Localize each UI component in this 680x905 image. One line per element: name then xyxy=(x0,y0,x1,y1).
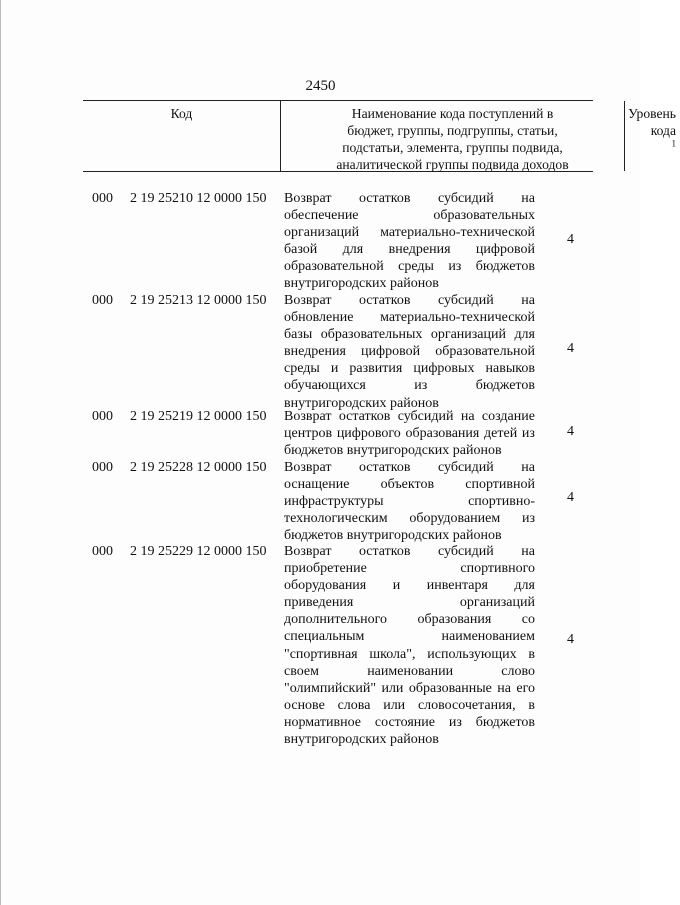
name-word: Возврат xyxy=(284,460,332,475)
name-line xyxy=(284,663,535,680)
name-word: цифровой xyxy=(475,242,535,258)
name-word: цифрового xyxy=(336,426,401,442)
name-word: спортивно- xyxy=(468,494,535,510)
name-word: Возврат xyxy=(284,293,332,308)
name-word: организаций xyxy=(459,595,535,611)
name-word: или xyxy=(381,680,404,696)
admin-code: 000 xyxy=(92,409,113,424)
name-line xyxy=(284,543,535,560)
header-name-line: аналитической группы подвида доходов xyxy=(336,157,569,172)
name-line xyxy=(284,646,535,663)
name-word: на xyxy=(521,293,535,308)
name-word: наименовании xyxy=(367,663,454,679)
name-word: наименованием xyxy=(441,629,535,645)
name-line xyxy=(284,527,535,544)
admin-code: 000 xyxy=(92,293,113,308)
name-word: базы xyxy=(284,327,313,343)
budget-code: 2 19 25210 12 0000 150 xyxy=(130,191,267,206)
name-word: со xyxy=(521,612,535,628)
header-level-line-2 xyxy=(625,122,676,156)
admin-code: 000 xyxy=(92,460,113,475)
name-word: детей xyxy=(484,426,518,442)
level-value: 4 xyxy=(567,490,574,505)
name-word: инфраструктуры xyxy=(284,494,384,510)
name-line xyxy=(284,510,535,527)
name-word: спортивного xyxy=(460,561,535,577)
name-line xyxy=(284,377,535,394)
header-code xyxy=(83,101,280,171)
name-word: Возврат xyxy=(284,409,332,424)
name-word: остатков xyxy=(358,293,411,308)
name-word: внедрения xyxy=(284,344,346,360)
name-word: для xyxy=(342,242,364,258)
name-line xyxy=(284,425,535,442)
name-word: на xyxy=(497,680,511,696)
name-word: субсидий xyxy=(397,409,454,424)
name-line xyxy=(284,207,535,224)
name-word: обновление xyxy=(284,310,354,326)
name-word: и xyxy=(392,578,401,594)
name-word: субсидий xyxy=(437,191,494,206)
name-word: для xyxy=(514,578,535,594)
header-level xyxy=(625,101,680,171)
name-word: материально-технической xyxy=(380,310,535,326)
name-word: состояние xyxy=(374,714,435,730)
name-word: оборудованием xyxy=(409,511,501,527)
code-name xyxy=(284,292,535,412)
name-word: базой xyxy=(284,242,318,258)
name-word: остатков xyxy=(338,409,391,424)
name-word: из xyxy=(448,259,462,275)
name-line xyxy=(284,476,535,493)
header-name-line: Наименование кода поступлений в xyxy=(351,106,554,121)
name-word: из xyxy=(521,426,535,442)
name-word: Возврат xyxy=(284,191,332,206)
name-line xyxy=(284,680,535,697)
name-line xyxy=(284,493,535,510)
header-level-line: Уровень xyxy=(628,106,676,121)
name-word: бюджетов xyxy=(475,378,535,394)
name-line xyxy=(284,292,535,309)
name-word: создание xyxy=(481,409,535,424)
name-word: словосочетания, xyxy=(417,697,516,713)
budget-code: 2 19 25228 12 0000 150 xyxy=(130,460,267,475)
name-word: бюджетов xyxy=(475,259,535,275)
admin-code: 000 xyxy=(92,191,113,206)
name-word: цифровых xyxy=(413,361,475,377)
name-word: центров xyxy=(284,426,333,442)
name-word: навыков xyxy=(485,361,535,377)
name-line xyxy=(284,577,535,594)
header-name-line: подстатьи, элемента, группы подвида, xyxy=(342,140,563,155)
name-line xyxy=(284,190,535,207)
name-word: оснащение xyxy=(284,477,350,493)
name-word: субсидий xyxy=(437,544,494,559)
name-line xyxy=(284,611,535,628)
name-word: школа", xyxy=(369,646,416,662)
admin-code: 000 xyxy=(92,544,113,559)
name-line xyxy=(284,459,535,476)
name-word: дополнительного xyxy=(284,612,387,628)
name-word: обеспечение xyxy=(284,208,359,224)
header-code-label: Код xyxy=(170,106,193,121)
name-word: слово xyxy=(501,663,535,679)
name-word: остатков xyxy=(358,460,411,475)
name-word: объектов xyxy=(380,477,435,493)
name-word: материально-технической xyxy=(380,225,535,241)
name-line xyxy=(284,731,535,748)
name-word: в xyxy=(528,646,535,662)
budget-code: 2 19 25213 12 0000 150 xyxy=(130,293,267,308)
name-word: на xyxy=(521,191,535,206)
code-name xyxy=(284,408,535,459)
name-word: субсидий xyxy=(437,293,494,308)
name-line xyxy=(284,275,535,292)
code-name xyxy=(284,190,535,293)
name-word: среды xyxy=(284,361,320,377)
name-word: оборудования xyxy=(284,578,367,594)
name-word: приобретение xyxy=(284,561,367,577)
name-word: организаций xyxy=(284,225,360,241)
name-word: или xyxy=(383,697,406,713)
budget-code: 2 19 25229 12 0000 150 xyxy=(130,544,267,559)
name-word: остатков xyxy=(358,191,411,206)
name-word: субсидий xyxy=(437,460,494,475)
name-word: инвентаря xyxy=(426,578,488,594)
name-text: бюджетов внутригородских районов xyxy=(284,443,502,459)
level-value: 4 xyxy=(567,232,574,247)
name-line xyxy=(284,714,535,731)
name-text: внутригородских районов xyxy=(284,276,439,292)
name-word: из xyxy=(448,714,462,730)
name-word: образовательных xyxy=(433,208,535,224)
name-word: образования xyxy=(405,426,480,442)
name-word: технологическим xyxy=(284,511,388,527)
level-value: 4 xyxy=(567,424,574,439)
name-text: внутригородских районов xyxy=(284,395,439,411)
name-line xyxy=(284,594,535,611)
name-word: основе xyxy=(284,697,325,713)
name-word: на xyxy=(521,460,535,475)
name-word: образованные xyxy=(408,680,492,696)
code-name xyxy=(284,459,535,544)
name-text: бюджетов внутригородских районов xyxy=(284,528,502,544)
name-line xyxy=(284,442,535,459)
name-word: из xyxy=(414,378,428,394)
name-line xyxy=(284,326,535,343)
name-line xyxy=(284,360,535,377)
name-word: из xyxy=(521,511,535,527)
table-header xyxy=(83,100,676,172)
footnote-marker: 1 xyxy=(671,138,676,149)
name-word: цифровой xyxy=(361,344,421,360)
name-line xyxy=(284,697,535,714)
budget-code: 2 19 25219 12 0000 150 xyxy=(130,409,267,424)
name-word: в xyxy=(528,697,535,713)
name-word: образовательной xyxy=(284,259,384,275)
name-word: бюджетов xyxy=(475,714,535,730)
level-value: 4 xyxy=(567,341,574,356)
name-word: на xyxy=(521,544,535,559)
page-number: 2450 xyxy=(305,78,336,94)
name-word: образовательной xyxy=(435,344,535,360)
name-word: развития xyxy=(349,361,403,377)
name-word: "спортивная xyxy=(284,646,358,662)
name-word: среды xyxy=(398,259,434,275)
code-name xyxy=(284,543,535,748)
name-line xyxy=(284,343,535,360)
name-line xyxy=(284,628,535,645)
header-name xyxy=(280,101,625,171)
name-line xyxy=(284,258,535,275)
name-word: нормативное xyxy=(284,714,361,730)
name-word: "олимпийский" xyxy=(284,680,377,696)
name-line xyxy=(284,224,535,241)
name-word: для xyxy=(514,327,535,343)
name-word: организаций xyxy=(430,327,506,343)
name-word: на xyxy=(460,409,475,424)
name-text: внутригородских районов xyxy=(284,732,439,748)
name-word: остатков xyxy=(358,544,411,559)
level-value: 4 xyxy=(567,632,574,647)
name-word: слова xyxy=(337,697,371,713)
name-word: образовательных xyxy=(320,327,423,343)
name-word: внедрения xyxy=(388,242,451,258)
name-line xyxy=(284,309,535,326)
name-word: образования xyxy=(417,612,492,628)
name-word: использующих xyxy=(427,646,517,662)
header-level-word: кода xyxy=(650,123,676,138)
name-word: и xyxy=(330,361,339,377)
name-line xyxy=(284,408,535,425)
name-word: приведения xyxy=(284,595,354,611)
header-name-line: бюджет, группы, подгруппы, статьи, xyxy=(347,123,558,138)
name-word: его xyxy=(516,680,535,696)
name-word: Возврат xyxy=(284,544,332,559)
name-line xyxy=(284,241,535,258)
name-word: спортивной xyxy=(465,477,535,493)
name-line xyxy=(284,560,535,577)
name-word: своем xyxy=(284,663,319,679)
name-word: обучающихся xyxy=(284,378,366,394)
name-word: специальным xyxy=(284,629,365,645)
